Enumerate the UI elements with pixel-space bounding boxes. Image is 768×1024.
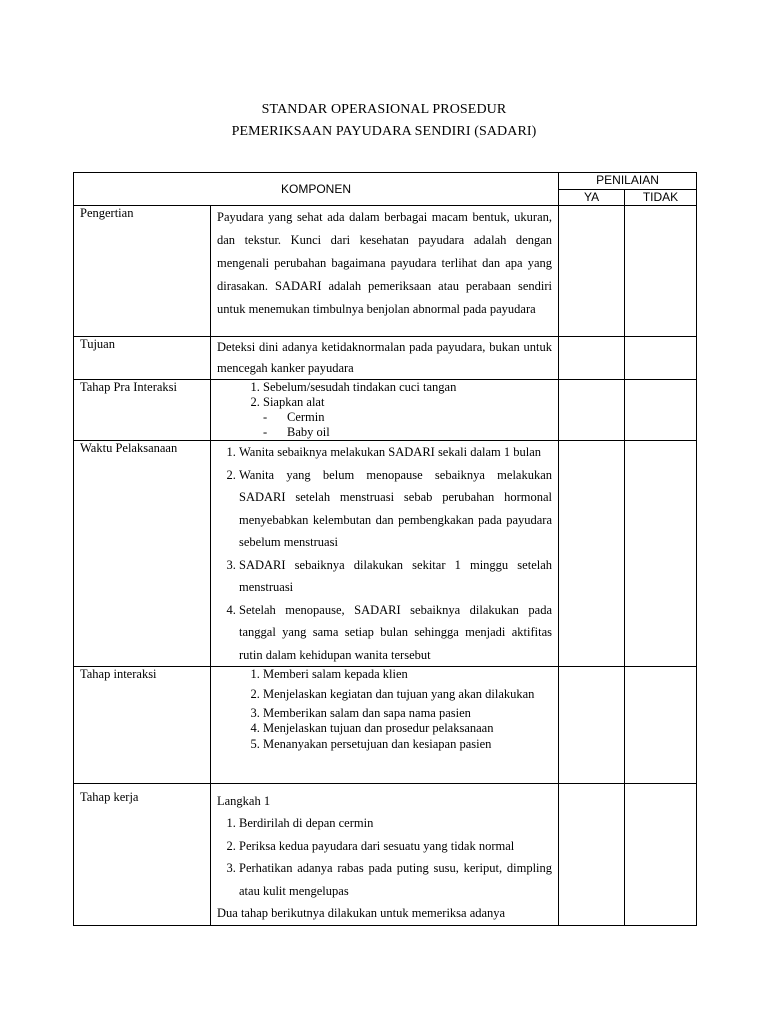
list-item: - Baby oil	[287, 425, 552, 440]
row-label: Tahap kerja	[74, 784, 211, 926]
interaksi-list	[217, 667, 552, 752]
pengertian-text: Payudara yang sehat ada dalam berbagai macam bentuk, ukuran, dan tekstur. Kunci dari kesehatan payudara adalah dengan mengenali perubahan bagaimana payudara terlihat dan apa yang dirasakan. SADARI adalah pemeriksaan atau perabaan sendiri untuk menemukan timbulnya benjolan abnormal pada payudara	[211, 206, 559, 337]
waktu-list	[217, 441, 552, 666]
row-waktu-pelaksanaan	[74, 441, 697, 667]
tujuan-text: Deteksi dini adanya ketidaknormalan pada payudara, bukan untuk mencegah kanker payudara	[211, 337, 559, 380]
row-label: Waktu Pelaksanaan	[74, 441, 211, 667]
ya-cell[interactable]	[559, 206, 625, 337]
list-item: 1. Berdirilah di depan cermin	[239, 812, 552, 835]
row-label: Tahap Pra Interaksi	[74, 380, 211, 441]
header-penilaian: PENILAIAN	[559, 173, 697, 190]
ya-cell[interactable]	[559, 380, 625, 441]
pra-interaksi-list	[217, 380, 552, 410]
row-tujuan	[74, 337, 697, 380]
list-item: 2. Siapkan alat	[263, 395, 552, 410]
list-item: 4. Setelah menopause, SADARI sebaiknya dilakukan pada tanggal yang sama setiap bulan sehingga menjadi aktifitas rutin dalam kehidupan wanita tersebut	[239, 599, 552, 667]
row-label: Tahap interaksi	[74, 667, 211, 784]
header-komponen: KOMPONEN	[74, 173, 559, 206]
alat-list	[217, 410, 552, 440]
list-item: 2. Menjelaskan kegiatan dan tujuan yang akan dilakukan	[263, 683, 552, 706]
ya-cell[interactable]	[559, 784, 625, 926]
header-tidak: TIDAK	[625, 190, 697, 206]
row-pengertian	[74, 206, 697, 337]
ya-cell[interactable]	[559, 441, 625, 667]
ya-cell[interactable]	[559, 337, 625, 380]
row-label: Tujuan	[74, 337, 211, 380]
row-tahap-kerja	[74, 784, 697, 926]
list-item: - Cermin	[287, 410, 552, 425]
list-item: 3. SADARI sebaiknya dilakukan sekitar 1 minggu setelah menstruasi	[239, 554, 552, 599]
header-ya: YA	[559, 190, 625, 206]
ya-cell[interactable]	[559, 667, 625, 784]
list-item: 3. Memberikan salam dan sapa nama pasien	[263, 706, 552, 722]
list-item: 1. Sebelum/sesudah tindakan cuci tangan	[263, 380, 552, 395]
list-item: 2. Wanita yang belum menopause sebaiknya melakukan SADARI setelah menstruasi sebab perubahan hormonal menyebabkan kelembutan dan pembengkakan pada payudara sebelum menstruasi	[239, 464, 552, 554]
kerja-footer-text: Dua tahap berikutnya dilakukan untuk memeriksa adanya	[217, 906, 506, 920]
list-item: 5. Menanyakan persetujuan dan kesiapan pasien	[263, 737, 552, 753]
row-tahap-interaksi	[74, 667, 697, 784]
list-item: 4. Menjelaskan tujuan dan prosedur pelaksanaan	[263, 721, 552, 737]
list-item: 3. Perhatikan adanya rabas pada puting susu, keriput, dimpling atau kulit mengelupas	[239, 857, 552, 902]
list-item: 2. Periksa kedua payudara dari sesuatu yang tidak normal	[239, 835, 552, 858]
step-title: Langkah 1	[217, 794, 271, 808]
tidak-cell[interactable]	[625, 441, 697, 667]
tidak-cell[interactable]	[625, 206, 697, 337]
document-title: STANDAR OPERASIONAL PROSEDUR	[261, 102, 507, 117]
list-item: 1. Memberi salam kepada klien	[263, 667, 552, 683]
row-pra-interaksi	[74, 380, 697, 441]
sop-table	[73, 172, 697, 926]
document-subtitle: PEMERIKSAAN PAYUDARA SENDIRI (SADARI)	[231, 124, 537, 139]
list-item: 1. Wanita sebaiknya melakukan SADARI sekali dalam 1 bulan	[239, 441, 552, 464]
kerja-list	[217, 812, 552, 902]
row-label: Pengertian	[74, 206, 211, 337]
tidak-cell[interactable]	[625, 667, 697, 784]
tidak-cell[interactable]	[625, 337, 697, 380]
tidak-cell[interactable]	[625, 784, 697, 926]
tidak-cell[interactable]	[625, 380, 697, 441]
